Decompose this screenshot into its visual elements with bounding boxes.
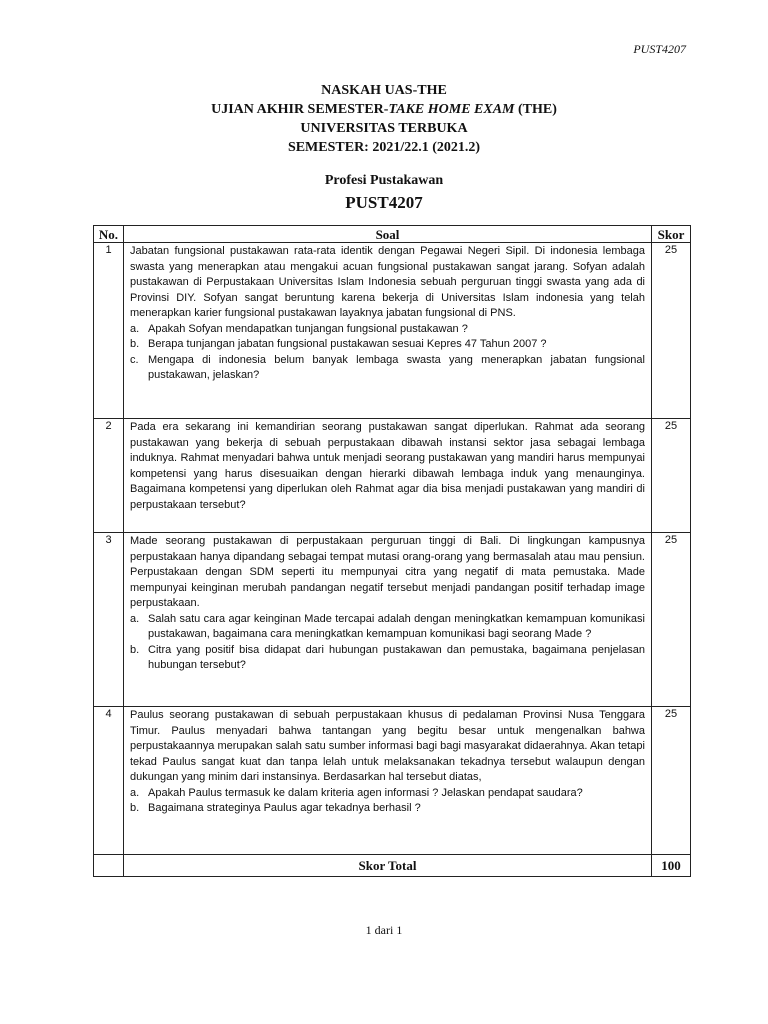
sub-question (130, 801, 645, 817)
total-value: 100 (652, 855, 691, 877)
sub-question-list (130, 786, 645, 817)
exam-question-table (93, 225, 691, 877)
sub-question-text: Apakah Sofyan mendapatkan tunjangan fungsional pustakawan ? (148, 322, 468, 335)
sub-question-text: Salah satu cara agar keinginan Made tercapai adalah dengan meningkatkan kemampuan komunikasi pustakawan, bagaimana cara meningkatkan kemampuan komunikasi bagi seorang Made ? (148, 612, 645, 640)
question-cell (124, 707, 652, 855)
total-label: Skor Total (124, 855, 652, 877)
sub-question (130, 322, 645, 338)
question-text: Jabatan fungsional pustakawan rata-rata identik dengan Pegawai Negeri Sipil. Di indonesia lembaga swasta yang menerapkan atau mengakui acuan fungsional pustakawan sangat jarang. Sofyan adalah pustakawan di Perpustakaan Universitas Islam Indonesia sebuah perguruan tinggi swasta yang ada di Provinsi DIY. Sofyan sangat beruntung karena bekerja di Universitas Islam indonesia yang telah menerapkan karier fungsional pustakawan layaknya jabatan fungsional di PNS. (130, 245, 645, 319)
title-line-3: UNIVERSITAS TERBUKA (300, 121, 468, 136)
sub-question-list (130, 322, 645, 384)
sub-question-marker: b. (130, 643, 140, 656)
sub-question-text: Citra yang positif bisa didapat dari hubungan pustakawan dan pemustaka, bagaimana penjelasan hubungan tersebut? (148, 643, 645, 671)
sub-question (130, 786, 645, 802)
sub-question (130, 643, 645, 674)
question-number: 2 (94, 419, 124, 533)
title-line-1: NASKAH UAS-THE (321, 83, 447, 98)
sub-question-marker: a. (130, 322, 140, 335)
header-soal: Soal (124, 226, 652, 243)
question-text: Paulus seorang pustakawan di sebuah perpustakaan khusus di pedalaman Provinsi Nusa Tenggara Timur. Paulus menyadari bahwa tantangan yang begitu besar untuk mengenalkan bahwa perpustakaannya merupakan salah satu sumber informasi bagi bagi masyarakat didaerahnya. Akan tetapi tekad Paulus sangat kuat dan tanpa lelah untuk melaksanakan tekadnya tersebut walaupun dengan dukungan yang minim dari instansinya. Berdasarkan hal tersebut diatas, (130, 709, 645, 783)
question-number: 1 (94, 243, 124, 419)
sub-question-list (130, 612, 645, 674)
sub-question (130, 337, 645, 353)
question-cell (124, 533, 652, 707)
sub-question-marker: b. (130, 338, 140, 350)
question-row (94, 243, 691, 419)
course-code: PUST4207 (345, 193, 423, 212)
course-name: Profesi Pustakawan (324, 173, 444, 188)
header-no: No. (94, 226, 124, 243)
question-number: 3 (94, 533, 124, 707)
total-empty-cell (94, 855, 124, 877)
sub-question-marker: a. (130, 786, 140, 799)
document-code: PUST4207 (633, 42, 686, 56)
question-score: 25 (652, 419, 691, 533)
sub-question-marker: b. (130, 802, 140, 814)
header-skor: Skor (652, 226, 691, 243)
question-row (94, 419, 691, 533)
exam-title-block (0, 81, 768, 157)
course-block (0, 171, 768, 215)
sub-question-marker: c. (130, 353, 139, 366)
question-text: Pada era sekarang ini kemandirian seorang pustakawan sangat diperlukan. Rahmat ada seorang pustakawan yang bekerja di sebuah perpustakaan dibawah instansi sektor jasa sebagai lembaga induknya. Rahmat menyadari bahwa untuk menjadi seorang pustakawan yang mandiri harus mempunyai kompetensi yang harus disesuaikan dengan hierarki dibawah lembaga induk yang menaunginya. Bagaimana kompetensi yang diperlukan oleh Rahmat agar dia bisa menjadi pustakawan yang mandiri di perpustakaan tersebut? (130, 421, 645, 511)
total-row (94, 855, 691, 877)
question-cell (124, 419, 652, 533)
sub-question-text: Bagaimana strateginya Paulus agar tekadnya berhasil ? (148, 802, 421, 814)
question-cell (124, 243, 652, 419)
sub-question (130, 353, 645, 384)
table-header-row (94, 226, 691, 243)
title-line-2: UJIAN AKHIR SEMESTER-TAKE HOME EXAM (THE) (211, 102, 557, 117)
sub-question-marker: a. (130, 612, 140, 625)
sub-question-text: Mengapa di indonesia belum banyak lembaga swasta yang menerapkan jabatan fungsional pustakawan, jelaskan? (148, 353, 645, 381)
sub-question (130, 612, 645, 643)
page-number: 1 dari 1 (365, 923, 403, 937)
question-row (94, 707, 691, 855)
question-row (94, 533, 691, 707)
question-text: Made seorang pustakawan di perpustakaan perguruan tinggi di Bali. Di lingkungan kampusnya perpustakaan hanya dipandang sebagai tempat mutasi orang-orang yang bermasalah atau mau pensiun. Perpustakaan dengan SDM seperti itu mempunyai citra yang negatif di mata pemustaka. Made mempunyai keinginan merubah pandangan negatif tersebut menjadi pandangan positif terhadap image perpustakaan. (130, 535, 645, 609)
sub-question-text: Berapa tunjangan jabatan fungsional pustakawan sesuai Kepres 47 Tahun 2007 ? (148, 338, 547, 350)
question-number: 4 (94, 707, 124, 855)
sub-question-text: Apakah Paulus termasuk ke dalam kriteria agen informasi ? Jelaskan pendapat saudara? (148, 786, 583, 799)
question-score: 25 (652, 533, 691, 707)
question-score: 25 (652, 243, 691, 419)
question-score: 25 (652, 707, 691, 855)
title-line-4: SEMESTER: 2021/22.1 (2021.2) (287, 140, 481, 155)
